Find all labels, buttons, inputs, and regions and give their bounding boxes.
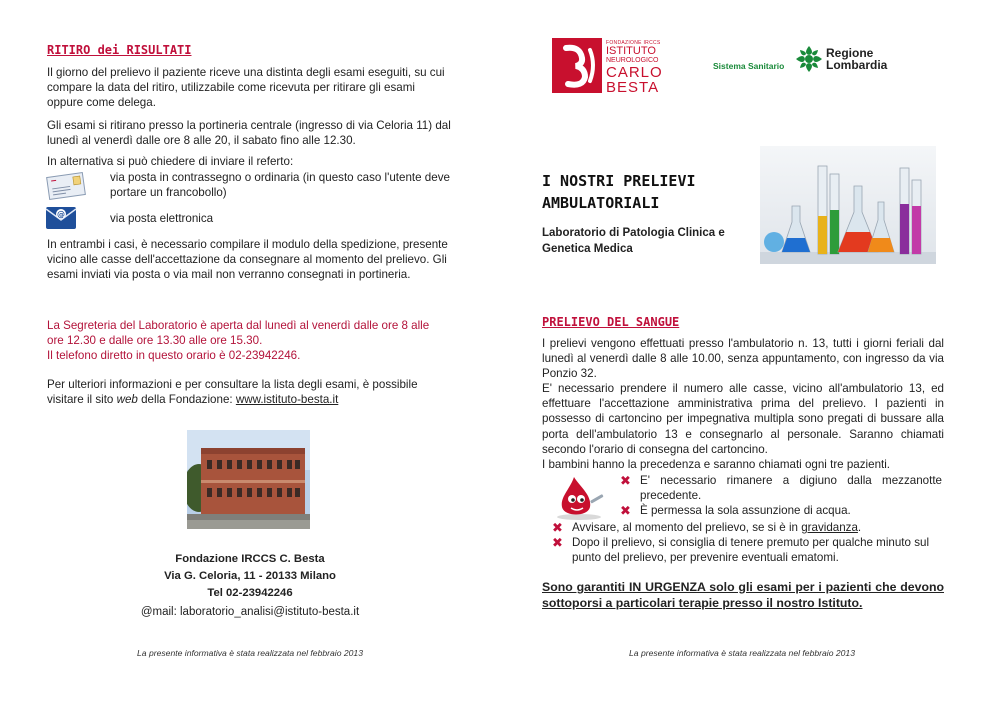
logo-small-3: NEUROLOGICO <box>606 57 659 64</box>
x-mark-icon: ✖ <box>552 520 563 535</box>
segreteria-orari <box>47 318 457 364</box>
x-mark-icon: ✖ <box>552 535 563 551</box>
bullet-text-2: È permessa la sola assunzione di acqua. <box>640 504 851 518</box>
bullets-digiuno <box>620 473 942 519</box>
section-heading-ritiro: RITIRO dei RISULTATI <box>47 43 192 57</box>
address-tel: Tel 02-23942246 <box>207 587 293 599</box>
bullets-avvisi <box>552 520 942 566</box>
paragraph-info <box>47 377 452 407</box>
x-mark-icon: ✖ <box>620 473 631 488</box>
footer-left: La presente informativa è stata realizzata nel febbraio 2013 <box>137 648 363 658</box>
besta-logo-text <box>606 40 686 95</box>
logo-small-2: ISTITUTO <box>606 45 656 57</box>
paragraph-prelievo-orari: I prelievi vengono effettuati presso l'ambulatorio n. 13, tutti i giorni feriali dal lunedì al venerdì dalle 8 alle 10.00, senza appuntamento, con ingresso da via Ponzio 32. <box>542 337 944 381</box>
info-mid: della Fondazione: <box>137 393 236 407</box>
info-text: Per ulteriori informazioni e per consultare la lista degli esami, è possibile visitare il sito <box>47 378 418 407</box>
building-photo <box>187 430 310 529</box>
bullet-gravidanza <box>552 520 942 535</box>
svg-text:@: @ <box>57 210 65 219</box>
blood-drop-mascot-icon <box>550 473 608 521</box>
option-email: via posta elettronica <box>110 212 214 225</box>
segreteria-line-1: La Segreteria del Laboratorio è aperta dal lunedì al venerdì dalle ore 8 alle <box>47 319 430 332</box>
paragraph-spedizione: In entrambi i casi, è necessario compilare il modulo della spedizione, presente vicino alle casse dell'accettazione da consegnare al momento del prelievo. Gli esami inviati via posta o via mail non verranno consegnati in portineria. <box>47 238 448 282</box>
segreteria-line-2: ore 12.30 e dalle ore 13.30 alle ore 15.30. <box>47 334 263 348</box>
info-web-word: web <box>116 393 138 407</box>
envelope-post-icon <box>45 170 87 202</box>
paragraph-bambini: I bambini hanno la precedenza e saranno chiamati ogni tre pazienti. <box>542 458 891 471</box>
bullet-3-underline: gravidanza <box>801 521 858 534</box>
section-heading-prelievo: PRELIEVO DEL SANGUE <box>542 315 680 329</box>
title-line-2: AMBULATORIALI <box>542 194 660 212</box>
bullet-digiuno <box>620 473 942 503</box>
sistema-sanitario-label: Sistema Sanitario <box>713 61 785 71</box>
regione-line-1: Regione <box>826 46 874 60</box>
regione-rose-icon <box>795 45 823 73</box>
address-street: Via G. Celoria, 11 - 20133 Milano <box>164 570 336 582</box>
logo-big-2: BESTA <box>606 79 660 96</box>
lab-subtitle: Laboratorio di Patologia Clinica e Genetica Medica <box>542 227 725 255</box>
title-line-1: I NOSTRI PRELIEVI <box>542 172 696 190</box>
x-mark-icon: ✖ <box>620 503 631 519</box>
bullet-text-1: E' necessario rimanere a digiuno dalla mezzanotte precedente. <box>640 474 942 503</box>
regione-text <box>826 47 887 71</box>
email-icon <box>44 203 78 231</box>
paragraph-ritiro-intro: Il giorno del prelievo il paziente riceve una distinta degli esami eseguiti, su cui compare la data del ritiro, utilizzabile come ricevuta per ritirare gli esami oppure come delega. <box>47 66 445 110</box>
lab-glassware-photo <box>760 146 936 264</box>
bullet-ematomi <box>552 535 942 565</box>
bullet-acqua <box>620 503 942 518</box>
segreteria-line-3: Il telefono diretto in questo orario è 02-23942246. <box>47 349 301 363</box>
regione-line-2: Lombardia <box>826 58 888 72</box>
urgent-notice: Sono garantiti IN URGENZA solo gli esami per i pazienti che devono sottoporsi a particolari terapie presso il nostro Istituto. <box>542 580 944 610</box>
bullet-text-3 <box>572 520 861 535</box>
page-title <box>542 170 696 214</box>
address-mail[interactable]: @mail: laboratorio_analisi@istituto-besta.it <box>140 606 360 618</box>
paragraph-ritiro-orari: Gli esami si ritirano presso la portineria centrale (ingresso di via Celoria 11) dal lunedì al venerdì dalle ore 8 alle 20, il sabato fino alle 12.30. <box>47 119 451 148</box>
website-link[interactable]: www.istituto-besta.it <box>235 393 339 407</box>
paragraph-prelievo-accettazione: E' necessario prendere il numero alle casse, vicino all'ambulatorio 13, ed effettuare l'accettazione amministrativa prima del prelievo. I pazienti in possesso di cartoncino per impegnativa multipla sono pregati di bussare alla porta dell'ambulatorio 13 e consegnarlo al personale. Saranno chiamati secondo l'orario di consegna del cartoncino. <box>542 382 944 456</box>
bullet-3-post: . <box>857 521 862 534</box>
paragraph-alternativa: In alternativa si può chiedere di inviare il referto: <box>47 155 294 168</box>
bullet-text-4: Dopo il prelievo, si consiglia di tenere premuto per qualche minuto sul punto del prelievo, per prevenire eventuali ematomi. <box>572 536 930 565</box>
address-name: Fondazione IRCCS C. Besta <box>175 553 325 565</box>
footer-right: La presente informativa è stata realizzata nel febbraio 2013 <box>629 648 855 658</box>
option-posta: via posta in contrassegno o ordinaria (in questo caso l'utente deve portare un francobollo) <box>110 171 450 200</box>
bullet-3-pre: Avvisare, al momento del prelievo, se si è in <box>572 521 802 534</box>
besta-logo-mark <box>552 38 602 93</box>
logo-big-1: CARLO <box>606 64 663 81</box>
address-block <box>100 551 400 602</box>
logo-small-1: FONDAZIONE IRCCS <box>606 40 661 46</box>
